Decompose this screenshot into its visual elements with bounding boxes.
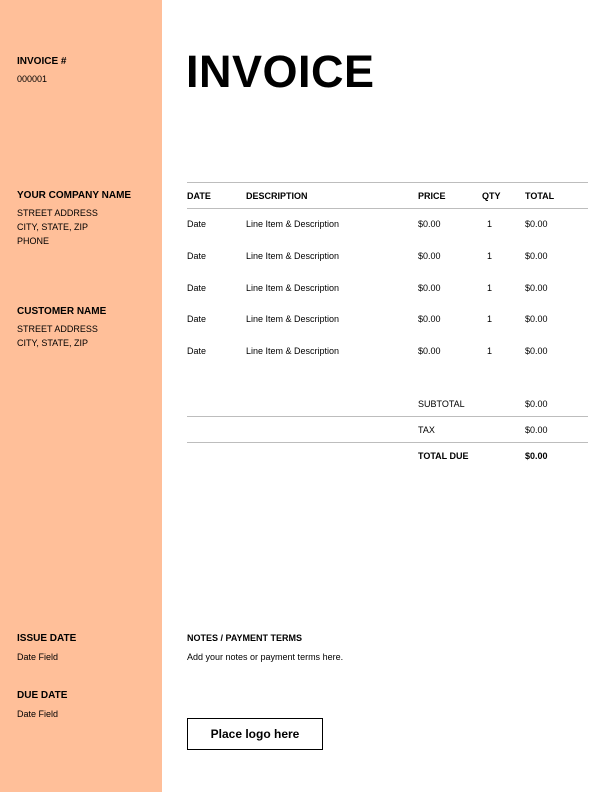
cell-description: Line Item & Description [246,282,340,293]
company-street: STREET ADDRESS [17,208,98,218]
total-due-label: TOTAL DUE [418,451,469,461]
cell-date: Date [187,282,207,293]
cell-total: $0.00 [525,282,548,293]
due-date-value: Date Field [17,709,59,719]
issue-date-block [17,633,157,664]
cell-qty: 1 [487,346,493,357]
cell-date: Date [187,314,207,325]
cell-description: Line Item & Description [246,250,340,261]
cell-total: $0.00 [525,314,548,325]
cell-date: Date [187,250,207,261]
customer-city: CITY, STATE, ZIP [17,338,89,348]
logo-placeholder-label: Place logo here [210,727,300,741]
cell-qty: 1 [487,314,493,325]
invoice-number-block [17,56,157,86]
cell-price: $0.00 [418,346,441,357]
cell-price: $0.00 [418,282,441,293]
header-date: DATE [187,191,211,201]
cell-total: $0.00 [525,346,548,357]
issue-date-label: ISSUE DATE [17,633,77,644]
invoice-number-label: INVOICE # [17,56,67,67]
total-due-value: $0.00 [525,451,548,461]
header-total: TOTAL [525,191,555,201]
page-title: INVOICE [186,46,375,97]
total-due-row [187,443,588,468]
logo-placeholder[interactable] [187,718,323,750]
table-row [187,209,588,241]
subtotal-row [187,391,588,417]
cell-price: $0.00 [418,219,441,229]
cell-price: $0.00 [418,250,441,261]
table-header [187,182,588,209]
table-row [187,304,588,336]
company-block [17,190,157,248]
header-qty: QTY [482,191,501,201]
notes-text: Add your notes or payment terms here. [187,652,344,662]
sidebar [0,0,162,792]
cell-total: $0.00 [525,250,548,261]
cell-total: $0.00 [525,219,548,229]
notes-heading: NOTES / PAYMENT TERMS [187,633,303,643]
cell-qty: 1 [487,219,493,229]
customer-street: STREET ADDRESS [17,324,98,334]
tax-value: $0.00 [525,425,548,435]
totals-section [187,391,588,468]
cell-date: Date [187,346,207,357]
header-price: PRICE [418,191,446,201]
tax-row [187,417,588,443]
customer-block [17,306,157,350]
tax-label: TAX [418,425,435,435]
line-items-table [187,182,588,368]
cell-qty: 1 [487,282,493,293]
cell-description: Line Item & Description [246,314,340,325]
table-row [187,241,588,273]
cell-description: Line Item & Description [246,219,340,229]
header-description: DESCRIPTION [246,191,308,201]
company-city: CITY, STATE, ZIP [17,222,89,232]
cell-description: Line Item & Description [246,346,340,357]
subtotal-value: $0.00 [525,399,548,409]
subtotal-label: SUBTOTAL [418,399,465,409]
due-date-label: DUE DATE [17,690,68,701]
invoice-number-value: 000001 [17,74,48,84]
due-date-block [17,690,157,721]
table-row [187,273,588,305]
cell-date: Date [187,219,207,229]
cell-price: $0.00 [418,314,441,325]
table-row [187,336,588,368]
company-name: YOUR COMPANY NAME [17,190,132,201]
company-phone: PHONE [17,236,50,246]
issue-date-value: Date Field [17,652,59,662]
customer-name: CUSTOMER NAME [17,306,107,317]
cell-qty: 1 [487,250,493,261]
